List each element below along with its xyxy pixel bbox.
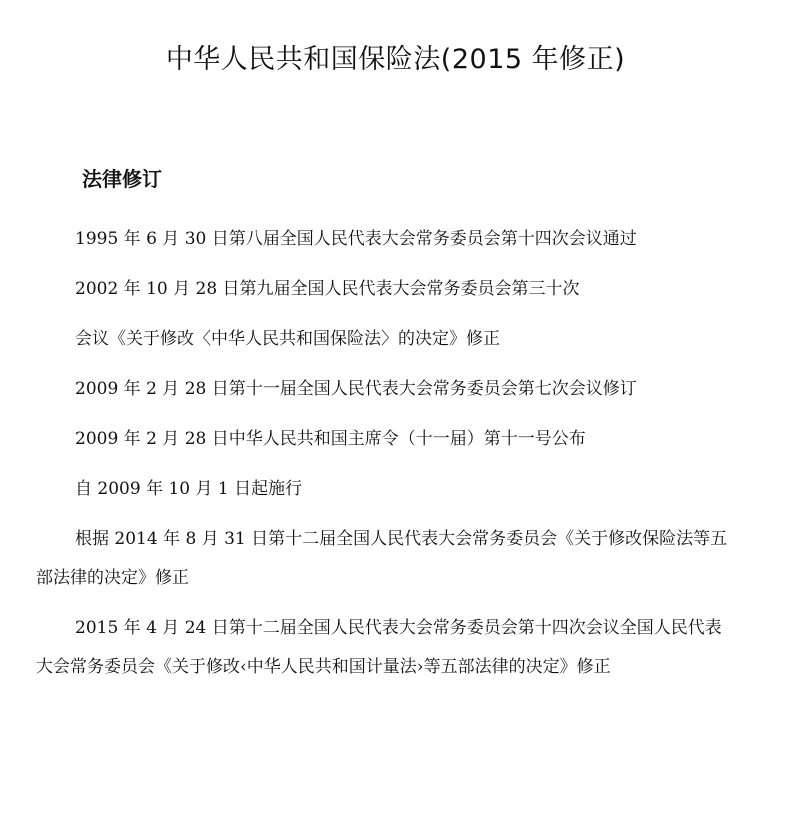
revision-paragraph: 根据 2014 年 8 月 31 日第十二届全国人民代表大会常务委员会《关于修改保险法等五部法律的决定》修正 (36, 529, 728, 588)
revision-paragraph: 会议《关于修改〈中华人民共和国保险法〉的决定》修正 (75, 329, 500, 349)
revision-paragraph: 2002 年 10 月 28 日第九届全国人民代表大会常务委员会第三十次 (75, 279, 580, 299)
revision-paragraph: 自 2009 年 10 月 1 日起施行 (75, 479, 303, 499)
revision-paragraph: 2015 年 4 月 24 日第十二届全国人民代表大会常务委员会第十四次会议全国人民代表大会常务委员会《关于修改‹中华人民共和国计量法›等五部法律的决定》修正 (36, 618, 722, 677)
revision-paragraph: 2009 年 2 月 28 日中华人民共和国主席令（十一届）第十一号公布 (75, 429, 586, 449)
revision-paragraph: 2009 年 2 月 28 日第十一届全国人民代表大会常务委员会第七次会议修订 (75, 379, 637, 399)
document-body (36, 220, 736, 687)
section-heading: 法律修订 (82, 167, 162, 191)
document-title: 中华人民共和国保险法(2015 年修正) (165, 44, 626, 75)
revision-paragraph: 1995 年 6 月 30 日第八届全国人民代表大会常务委员会第十四次会议通过 (75, 229, 637, 249)
